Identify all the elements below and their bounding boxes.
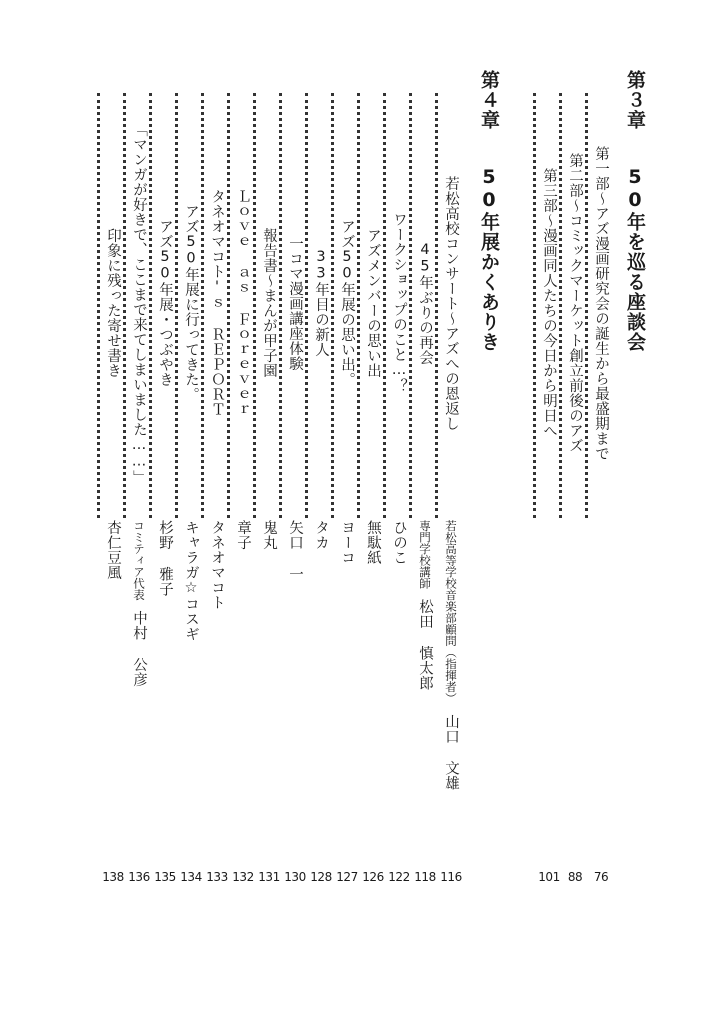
chapter-4-heading bbox=[474, 70, 504, 352]
toc-entry-page: 122 bbox=[388, 870, 410, 884]
dot-leader bbox=[533, 93, 536, 518]
toc-entry-title[interactable]: ワークショップのこと…？ bbox=[386, 88, 412, 518]
toc-entry-title[interactable]: タネオマコト'ｓ ＲＥＰＯＲＴ bbox=[204, 88, 230, 518]
toc-entry-page: 101 bbox=[538, 870, 560, 884]
toc-entry-page: 88 bbox=[567, 870, 583, 884]
toc-entry-title[interactable]: 第一部～アズ漫画研究会の誕生から最盛期まで bbox=[588, 88, 614, 518]
chapter-4-title: 50年展かくありき bbox=[478, 166, 500, 352]
toc-entry-page: 136 bbox=[128, 870, 150, 884]
toc-entry-author: 矢口 一 bbox=[287, 520, 303, 582]
toc-entry-title[interactable]: 「マンガが好きで、ここまで来てしまいました……」 bbox=[126, 88, 152, 518]
toc-entry-page: 132 bbox=[232, 870, 254, 884]
toc-entry-author: タカ bbox=[313, 520, 329, 550]
toc-entry-page: 116 bbox=[440, 870, 462, 884]
toc-entry-title[interactable]: 一コマ漫画講座体験 bbox=[282, 88, 308, 518]
toc-entry-page: 76 bbox=[593, 870, 609, 884]
toc-entry-title[interactable]: アズ50年展・つぶやき bbox=[152, 88, 178, 518]
chapter-3-title: 50年を巡る座談会 bbox=[624, 166, 646, 352]
chapter-4-label: 第４章 bbox=[478, 70, 500, 130]
chapter-3-label: 第３章 bbox=[624, 70, 646, 130]
toc-entry-title[interactable]: 報告書～まんが甲子園 bbox=[256, 88, 282, 518]
toc-entry-page: 118 bbox=[414, 870, 436, 884]
toc-entry-author: キャラガ☆コスギ bbox=[183, 520, 199, 642]
toc-entry-page: 131 bbox=[258, 870, 280, 884]
toc-entry-page: 126 bbox=[362, 870, 384, 884]
toc-entry-author: コミティア代表中村 公彦 bbox=[131, 520, 147, 687]
toc-entry-author: ヨーコ bbox=[339, 520, 355, 565]
toc-entry-author: ひのこ bbox=[391, 520, 407, 565]
toc-entry-page: 134 bbox=[180, 870, 202, 884]
toc-entry-author: 鬼丸 bbox=[261, 520, 277, 550]
toc-entry-title[interactable]: 若松高校コンサート～アズへの恩返し bbox=[438, 88, 464, 518]
toc-entry-title[interactable]: Ｌｏｖｅ ａｓ Ｆｏｒｅｖｅｒ bbox=[230, 88, 256, 518]
toc-entry-page: 135 bbox=[154, 870, 176, 884]
toc-entry-author: 杉野 雅子 bbox=[157, 520, 173, 597]
toc-entry-title[interactable]: 45年ぶりの再会 bbox=[412, 88, 438, 518]
toc-entry-author: タネオマコト bbox=[209, 520, 225, 610]
toc-entry-title[interactable]: 第二部～コミックマーケット創立前後のアズ bbox=[562, 88, 588, 518]
toc-entry-title[interactable]: アズメンバーの思い出 bbox=[360, 88, 386, 518]
toc-entry-title[interactable]: アズ50年展の思い出。 bbox=[334, 88, 360, 518]
toc-entry-title[interactable]: 第三部～漫画同人たちの今日から明日へ bbox=[536, 88, 562, 518]
chapter-3-heading bbox=[620, 70, 650, 352]
toc-entry-page: 127 bbox=[336, 870, 358, 884]
toc-entry-title[interactable]: アズ50年展に行ってきた。 bbox=[178, 88, 204, 518]
toc-entry-author: 専門学校講師松田 慎太郎 bbox=[417, 520, 433, 691]
toc-entry-page: 128 bbox=[310, 870, 332, 884]
toc-entry-page: 130 bbox=[284, 870, 306, 884]
toc-entry-author: 若松高等学校音楽部顧問（指揮者）山口 文雄 bbox=[443, 520, 459, 791]
toc-entry-title[interactable]: 印象に残った寄せ書き bbox=[100, 88, 126, 518]
toc-entry-page: 138 bbox=[102, 870, 124, 884]
toc-entry-page: 133 bbox=[206, 870, 228, 884]
toc-entry-author: 章子 bbox=[235, 520, 251, 550]
toc-entry-author: 杏仁豆風 bbox=[105, 520, 121, 580]
toc-entry-author: 無駄紙 bbox=[365, 520, 381, 565]
toc-entry-title[interactable]: 33年目の新人 bbox=[308, 88, 334, 518]
dot-leader bbox=[97, 93, 100, 518]
